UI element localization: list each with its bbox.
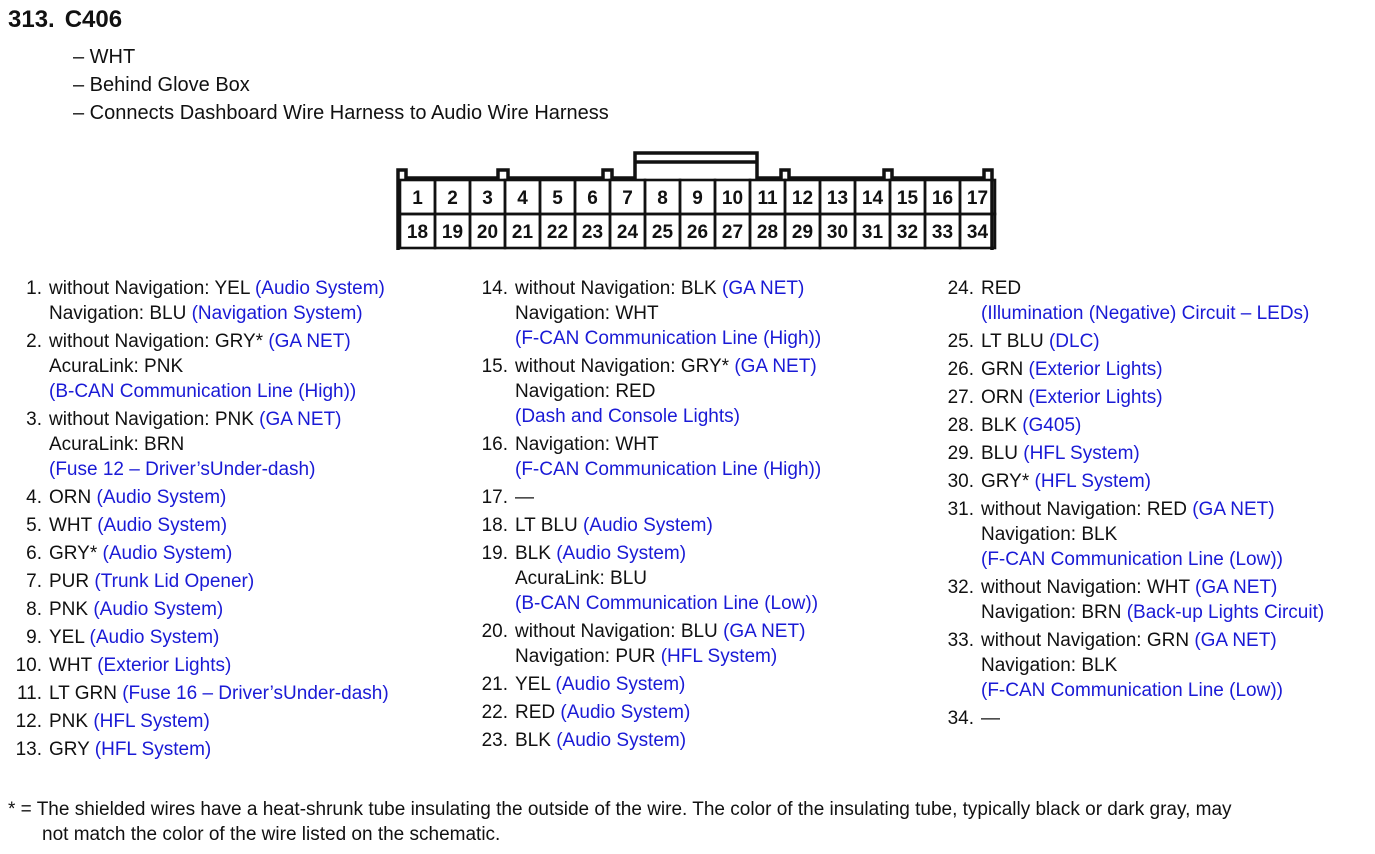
description-line <box>981 329 1100 354</box>
pin-entry <box>8 541 389 566</box>
pin-label: 6 <box>587 188 598 209</box>
pin-number: 29. <box>947 443 974 464</box>
pin-entry <box>8 737 389 762</box>
pin-entry <box>8 485 389 510</box>
pin-label: 24 <box>616 222 639 243</box>
pin-description <box>49 329 356 404</box>
connector-description: – Connects Dashboard Wire Harness to Audio Wire Harness <box>73 102 609 124</box>
circuit-reference: (Audio System) <box>102 543 233 564</box>
pin-label: 25 <box>651 222 674 243</box>
pin-label: 18 <box>406 222 429 243</box>
description-line <box>49 541 232 566</box>
wire-color-text: — <box>981 708 1000 729</box>
description-line <box>49 597 223 622</box>
pin-description <box>981 469 1151 494</box>
description-line <box>515 566 818 591</box>
pin-label: 31 <box>861 222 884 243</box>
description-line <box>515 404 817 429</box>
connector-color: – WHT <box>73 46 136 68</box>
circuit-reference: (Audio System) <box>582 515 713 536</box>
pin-number: 5. <box>26 515 42 536</box>
pin-label: 13 <box>826 188 849 209</box>
description-line <box>49 569 254 594</box>
circuit-reference: (Audio System) <box>555 674 686 695</box>
pin-description <box>981 413 1081 438</box>
pin-number: 17. <box>481 487 508 508</box>
wire-color-text: LT BLU <box>981 331 1049 352</box>
pin-description <box>49 681 389 706</box>
pin-entry <box>474 541 821 616</box>
pin-description <box>49 737 211 762</box>
pin-number: 31. <box>947 499 974 520</box>
wire-color-text: BLK <box>515 730 557 751</box>
pin-label: 32 <box>896 222 919 243</box>
pin-number: 24. <box>947 278 974 299</box>
pin-description <box>515 432 821 482</box>
description-line <box>49 457 342 482</box>
circuit-reference: (Trunk Lid Opener) <box>94 571 255 592</box>
description-line <box>49 625 219 650</box>
connector-location: – Behind Glove Box <box>73 74 250 96</box>
circuit-reference: (Illumination (Negative) Circuit – LEDs) <box>981 303 1310 324</box>
footnote-line-2: not match the color of the wire listed on the schematic. <box>42 824 501 845</box>
pin-description <box>981 276 1309 326</box>
pin-entry <box>474 432 821 482</box>
circuit-reference: (Exterior Lights) <box>1028 359 1163 380</box>
description-line <box>515 619 805 644</box>
pin-description <box>981 329 1100 354</box>
pin-number: 7. <box>26 571 42 592</box>
pin-entry <box>474 619 821 669</box>
wire-color-text: Navigation: BLK <box>981 655 1118 676</box>
pin-number: 19. <box>481 543 508 564</box>
circuit-reference: (GA NET) <box>259 409 342 430</box>
pin-entry <box>8 681 389 706</box>
pin-description <box>49 513 227 538</box>
description-line <box>981 522 1283 547</box>
wire-color-text: Navigation: BLU <box>49 303 192 324</box>
pin-entry <box>940 469 1324 494</box>
description-line <box>981 678 1283 703</box>
wire-color-text: LT BLU <box>515 515 583 536</box>
circuit-reference: (GA NET) <box>723 621 806 642</box>
pin-entry <box>8 407 389 482</box>
pin-number: 16. <box>481 434 508 455</box>
pin-entry <box>940 441 1324 466</box>
circuit-reference: (B-CAN Communication Line (Low)) <box>515 593 819 614</box>
circuit-reference: (HFL System) <box>94 739 212 760</box>
wire-color-text: YEL <box>49 627 90 648</box>
pin-label: 3 <box>482 188 493 209</box>
wire-color-text: without Navigation: GRY* <box>49 331 269 352</box>
pin-description <box>49 569 254 594</box>
pin-number: 14. <box>481 278 508 299</box>
wire-color-text: Navigation: BRN <box>981 602 1127 623</box>
wire-color-text: without Navigation: PNK <box>49 409 260 430</box>
wire-color-text: YEL <box>515 674 556 695</box>
pin-entry <box>940 329 1324 354</box>
pin-number: 1. <box>26 278 42 299</box>
pin-entry <box>940 706 1324 731</box>
pin-description <box>49 597 223 622</box>
circuit-reference: (F-CAN Communication Line (High)) <box>515 459 822 480</box>
pin-label: 16 <box>931 188 954 209</box>
pin-list-column-3 <box>940 276 1324 734</box>
description-line <box>515 485 534 510</box>
description-line <box>49 737 211 762</box>
circuit-reference: (Navigation System) <box>191 303 363 324</box>
pin-label: 34 <box>966 222 989 243</box>
wire-color-text: PNK <box>49 711 94 732</box>
wire-color-text: AcuraLink: PNK <box>49 356 184 377</box>
section-number: 313. <box>8 6 55 33</box>
circuit-reference: (HFL System) <box>1023 443 1140 464</box>
wire-color-text: RED <box>515 702 561 723</box>
circuit-reference: (Fuse 16 – Driver’sUnder-dash) <box>122 683 389 704</box>
pin-label: 22 <box>546 222 569 243</box>
description-line <box>981 547 1283 572</box>
description-line <box>49 681 389 706</box>
pin-list-column-1 <box>8 276 389 765</box>
circuit-reference: (Audio System) <box>560 702 691 723</box>
wire-color-text: PUR <box>49 571 95 592</box>
pin-entry <box>940 497 1324 572</box>
pin-entry <box>8 653 389 678</box>
pin-number: 12. <box>15 711 42 732</box>
pin-description <box>49 407 342 482</box>
description-line <box>49 432 342 457</box>
pin-label: 2 <box>447 188 458 209</box>
pin-entry <box>474 672 821 697</box>
pin-description <box>49 485 226 510</box>
pin-entry <box>474 700 821 725</box>
pin-entry <box>940 276 1324 326</box>
circuit-reference: (HFL System) <box>660 646 778 667</box>
description-line <box>49 379 356 404</box>
wire-color-text: without Navigation: RED <box>981 499 1193 520</box>
description-line <box>981 441 1140 466</box>
description-line <box>515 513 713 538</box>
pin-description <box>515 485 534 510</box>
wire-color-text: without Navigation: GRN <box>981 630 1195 651</box>
pin-label: 7 <box>622 188 633 209</box>
footnote-line-1: * = The shielded wires have a heat-shrunk tube insulating the outside of the wire. The color of the insulating tube, typically black or dark gray, may <box>8 799 1232 820</box>
pin-label: 4 <box>517 188 528 209</box>
wire-color-text: Navigation: WHT <box>515 434 659 455</box>
wire-color-text: BLK <box>515 543 557 564</box>
description-line <box>981 469 1151 494</box>
wire-color-text: Navigation: PUR <box>515 646 661 667</box>
pin-label: 1 <box>412 188 423 209</box>
circuit-reference: (B-CAN Communication Line (High)) <box>49 381 357 402</box>
pin-label: 11 <box>757 188 778 209</box>
description-line <box>981 357 1163 382</box>
description-line <box>49 354 356 379</box>
description-line <box>981 301 1309 326</box>
pin-label: 20 <box>476 222 499 243</box>
wire-color-text: AcuraLink: BLU <box>515 568 648 589</box>
pin-entry <box>474 485 821 510</box>
pin-number: 25. <box>947 331 974 352</box>
circuit-reference: (F-CAN Communication Line (Low)) <box>981 549 1283 570</box>
pin-number: 10. <box>15 655 42 676</box>
pin-entry <box>474 276 821 351</box>
pin-entry <box>8 597 389 622</box>
wire-color-text: WHT <box>49 515 98 536</box>
description-line <box>49 653 231 678</box>
pin-number: 26. <box>947 359 974 380</box>
circuit-reference: (Exterior Lights) <box>97 655 232 676</box>
pin-label: 5 <box>552 188 563 209</box>
wire-color-text: LT GRN <box>49 683 123 704</box>
circuit-reference: (Back-up Lights Circuit) <box>1126 602 1325 623</box>
description-line <box>49 407 342 432</box>
description-line <box>515 728 686 753</box>
pin-number: 9. <box>26 627 42 648</box>
circuit-reference: (Dash and Console Lights) <box>515 406 740 427</box>
pin-number: 32. <box>947 577 974 598</box>
pin-entry <box>8 513 389 538</box>
pin-description <box>515 541 818 616</box>
pin-label: 29 <box>791 222 814 243</box>
wire-color-text: ORN <box>981 387 1029 408</box>
description-line <box>981 653 1283 678</box>
wire-color-text: BLU <box>981 443 1024 464</box>
pin-number: 30. <box>947 471 974 492</box>
pin-number: 23. <box>481 730 508 751</box>
pin-label: 12 <box>791 188 814 209</box>
description-line <box>515 700 690 725</box>
pin-label: 30 <box>826 222 849 243</box>
description-line <box>981 385 1163 410</box>
wire-color-text: AcuraLink: BRN <box>49 434 185 455</box>
pin-list-column-2 <box>474 276 821 756</box>
pin-label: 9 <box>692 188 703 209</box>
description-line <box>49 276 385 301</box>
pin-description <box>981 441 1140 466</box>
pin-entry <box>940 413 1324 438</box>
description-line <box>981 600 1324 625</box>
pin-number: 11. <box>16 683 42 704</box>
pin-entry <box>8 329 389 404</box>
pin-number: 6. <box>26 543 42 564</box>
description-line <box>981 413 1081 438</box>
circuit-reference: (Audio System) <box>556 730 687 751</box>
pin-description <box>515 728 686 753</box>
description-line <box>49 485 226 510</box>
description-line <box>515 541 818 566</box>
pin-number: 2. <box>26 331 42 352</box>
description-line <box>515 379 817 404</box>
wire-color-text: PNK <box>49 599 94 620</box>
pin-description <box>49 276 385 326</box>
description-line <box>981 575 1324 600</box>
wire-color-text: without Navigation: BLK <box>515 278 723 299</box>
wire-color-text: without Navigation: YEL <box>49 278 255 299</box>
circuit-reference: (DLC) <box>1048 331 1100 352</box>
pin-number: 15. <box>481 356 508 377</box>
pin-entry <box>8 569 389 594</box>
pin-description <box>515 513 713 538</box>
wire-color-text: without Navigation: BLU <box>515 621 724 642</box>
pin-entry <box>8 709 389 734</box>
wire-color-text: GRY* <box>49 543 103 564</box>
wire-color-text: without Navigation: WHT <box>981 577 1196 598</box>
pin-number: 18. <box>481 515 508 536</box>
description-line <box>49 329 356 354</box>
pin-entry <box>8 276 389 326</box>
pin-description <box>49 709 210 734</box>
pin-label: 21 <box>511 222 534 243</box>
pin-label: 17 <box>966 188 989 209</box>
circuit-reference: (Audio System) <box>254 278 385 299</box>
wire-color-text: WHT <box>49 655 98 676</box>
pin-label: 27 <box>721 222 744 243</box>
pin-number: 4. <box>26 487 42 508</box>
circuit-reference: (HFL System) <box>1034 471 1151 492</box>
pin-description <box>981 628 1283 703</box>
pin-grid <box>400 180 995 248</box>
circuit-reference: (GA NET) <box>734 356 817 377</box>
pin-label: 8 <box>657 188 668 209</box>
pin-entry <box>474 728 821 753</box>
circuit-reference: (GA NET) <box>722 278 805 299</box>
pin-number: 27. <box>947 387 974 408</box>
connector-name: C406 <box>64 6 123 33</box>
circuit-reference: (Fuse 12 – Driver’sUnder-dash) <box>49 459 316 480</box>
wire-color-text: GRY* <box>981 471 1035 492</box>
pin-description <box>981 385 1163 410</box>
description-line <box>515 276 821 301</box>
pin-label: 10 <box>721 188 744 209</box>
circuit-reference: (HFL System) <box>93 711 210 732</box>
pin-label: 14 <box>861 188 884 209</box>
circuit-reference: (GA NET) <box>1195 577 1278 598</box>
wire-color-text: Navigation: RED <box>515 381 656 402</box>
pin-number: 22. <box>481 702 508 723</box>
circuit-reference: (Audio System) <box>96 487 227 508</box>
pin-entry <box>940 357 1324 382</box>
circuit-reference: (F-CAN Communication Line (Low)) <box>981 680 1283 701</box>
pin-entry <box>474 354 821 429</box>
circuit-reference: (GA NET) <box>1192 499 1275 520</box>
description-line <box>49 709 210 734</box>
circuit-reference: (GA NET) <box>1194 630 1277 651</box>
pin-description <box>515 619 805 669</box>
pin-label: 15 <box>896 188 919 209</box>
wire-color-text: BLK <box>981 415 1023 436</box>
pin-label: 28 <box>756 222 779 243</box>
connector-info <box>73 43 609 127</box>
description-line <box>515 326 821 351</box>
description-line <box>515 354 817 379</box>
pin-description <box>515 672 685 697</box>
pin-description <box>515 354 817 429</box>
description-line <box>981 628 1283 653</box>
wire-color-text: RED <box>981 278 1022 299</box>
wire-color-text: GRN <box>981 359 1029 380</box>
pin-entry <box>940 628 1324 703</box>
connector-heading <box>8 6 132 34</box>
wire-color-text: GRY <box>49 739 95 760</box>
pin-entry <box>474 513 821 538</box>
pin-label: 33 <box>931 222 954 243</box>
description-line <box>49 513 227 538</box>
pin-label: 19 <box>441 222 464 243</box>
pin-number: 33. <box>947 630 974 651</box>
description-line <box>515 591 818 616</box>
circuit-reference: (Audio System) <box>93 599 224 620</box>
description-line <box>515 644 805 669</box>
circuit-reference: (F-CAN Communication Line (High)) <box>515 328 822 349</box>
circuit-reference: (G405) <box>1022 415 1082 436</box>
pin-number: 28. <box>947 415 974 436</box>
wire-color-text: Navigation: BLK <box>981 524 1118 545</box>
pin-entry <box>940 385 1324 410</box>
description-line <box>981 497 1283 522</box>
wire-color-text: Navigation: WHT <box>515 303 659 324</box>
circuit-reference: (Audio System) <box>97 515 228 536</box>
pin-number: 8. <box>26 599 42 620</box>
pin-description <box>49 653 231 678</box>
pin-number: 21. <box>481 674 508 695</box>
pin-number: 3. <box>26 409 42 430</box>
pin-description <box>49 541 232 566</box>
pin-description <box>981 706 1000 731</box>
wire-color-text: ORN <box>49 487 97 508</box>
description-line <box>515 672 685 697</box>
pin-description <box>981 497 1283 572</box>
pin-description <box>515 276 821 351</box>
pin-number: 34. <box>947 708 974 729</box>
circuit-reference: (Exterior Lights) <box>1028 387 1163 408</box>
pin-description <box>981 357 1163 382</box>
pin-number: 13. <box>15 739 42 760</box>
circuit-reference: (Audio System) <box>556 543 687 564</box>
description-line <box>515 432 821 457</box>
wire-color-text: without Navigation: GRY* <box>515 356 735 377</box>
description-line <box>981 706 1000 731</box>
shielded-wire-footnote <box>8 797 1232 847</box>
connector-diagram <box>394 148 998 252</box>
wire-color-text: — <box>515 487 534 508</box>
pin-description <box>981 575 1324 625</box>
description-line <box>515 457 821 482</box>
pin-label: 23 <box>581 222 604 243</box>
description-line <box>515 301 821 326</box>
circuit-reference: (GA NET) <box>268 331 351 352</box>
circuit-reference: (Audio System) <box>89 627 220 648</box>
pin-entry <box>8 625 389 650</box>
description-line <box>49 301 385 326</box>
pin-description <box>49 625 219 650</box>
pin-entry <box>940 575 1324 625</box>
description-line <box>981 276 1309 301</box>
pin-label: 26 <box>686 222 709 243</box>
pin-number: 20. <box>481 621 508 642</box>
pin-description <box>515 700 690 725</box>
